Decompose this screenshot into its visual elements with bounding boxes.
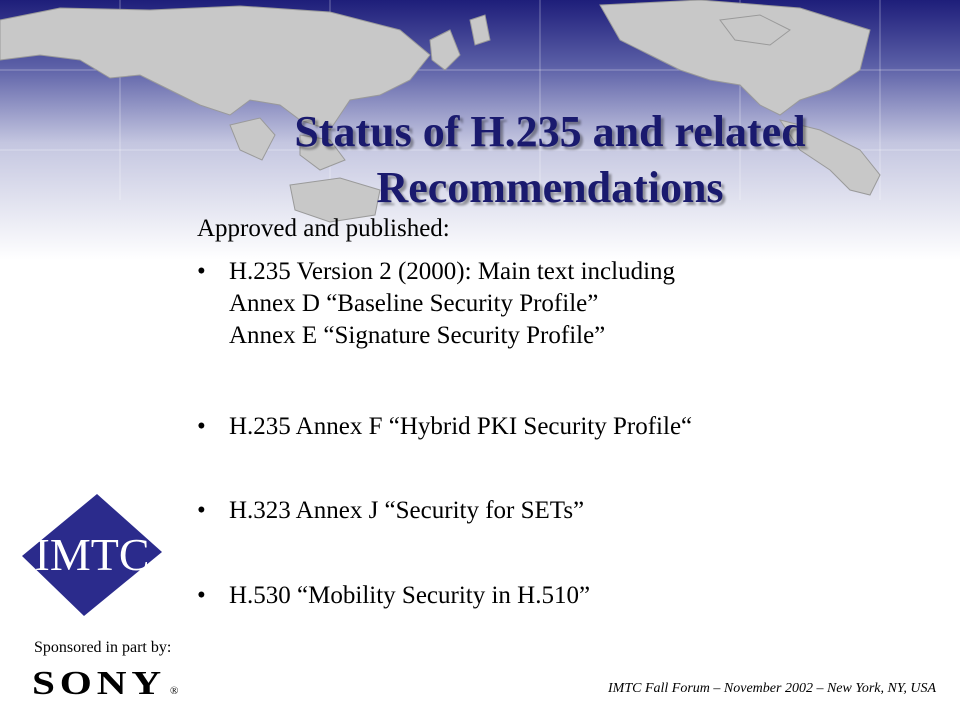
bullet-item — [197, 256, 675, 352]
bullet-dot: • — [197, 497, 206, 524]
registered-mark: ® — [170, 685, 179, 697]
bullet-item — [197, 411, 692, 443]
slide-title: Status of H.235 and related Recommendations — [294, 107, 806, 212]
bullet-dot: • — [197, 258, 206, 285]
bullet-line: Annex E “Signature Security Profile” — [229, 322, 606, 349]
imtc-logo-text: IMTC — [34, 529, 150, 580]
footer-text: IMTC Fall Forum – November 2002 – New York, NY, USA — [608, 681, 936, 696]
bullet-dot: • — [197, 413, 206, 440]
bullet-dot: • — [197, 582, 206, 609]
bullet-item — [197, 580, 590, 612]
intro-text: Approved and published: — [197, 215, 450, 242]
bullet-item — [197, 495, 584, 527]
bullet-line: Annex D “Baseline Security Profile” — [229, 290, 599, 317]
bullet-text — [229, 256, 675, 352]
bullet-text — [229, 495, 584, 527]
bullet-line: H.235 Annex F “Hybrid PKI Security Profile“ — [229, 413, 693, 440]
bullet-line: H.235 Version 2 (2000): Main text including — [229, 258, 676, 285]
imtc-logo — [22, 494, 162, 616]
sponsor-label: Sponsored in part by: — [34, 639, 172, 656]
sony-logo — [32, 664, 182, 698]
bullet-text — [229, 580, 590, 612]
bullet-text — [229, 411, 692, 443]
bullet-line: H.530 “Mobility Security in H.510” — [229, 582, 591, 609]
sony-logo-text: SONY — [32, 665, 166, 698]
bullet-line: H.323 Annex J “Security for SETs” — [229, 497, 585, 524]
